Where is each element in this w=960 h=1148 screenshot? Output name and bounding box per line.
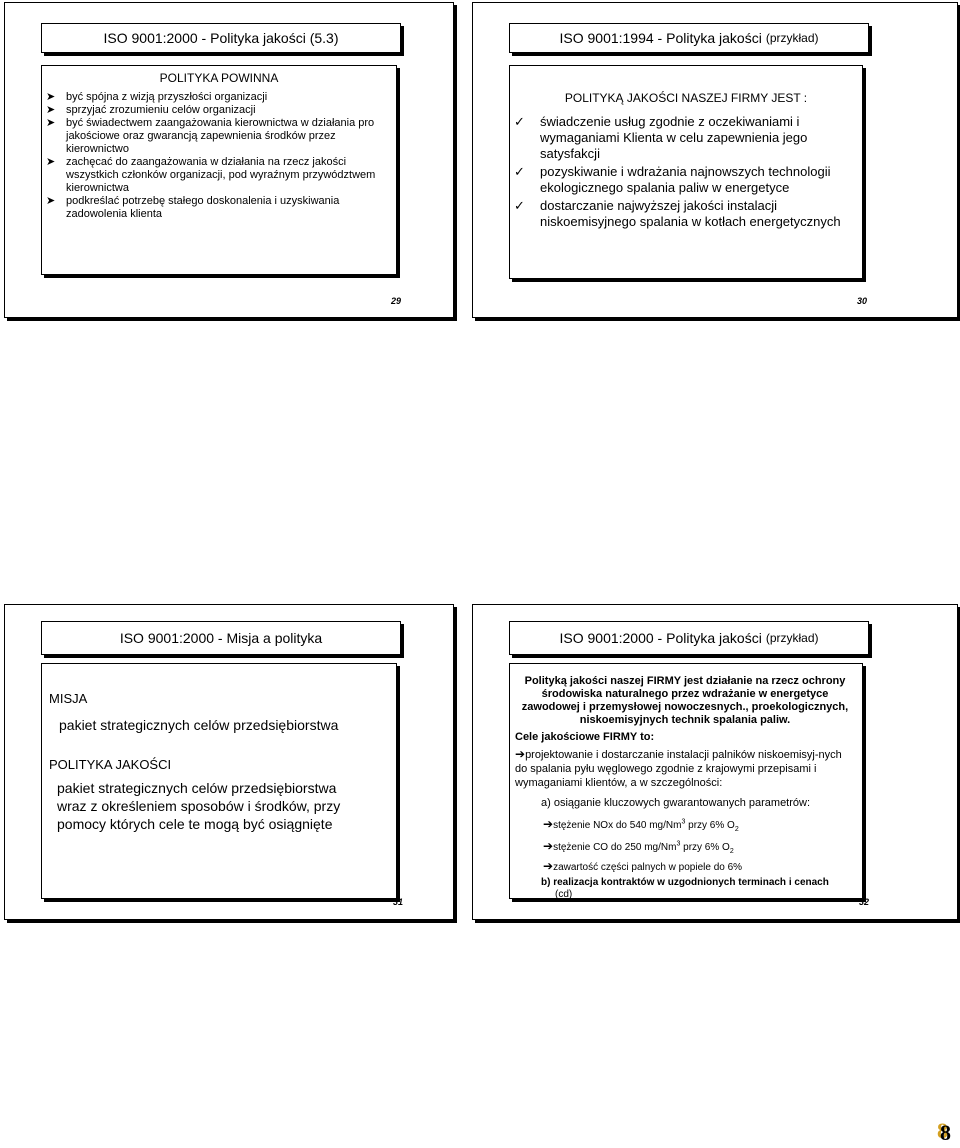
list-item: ➤ zachęcać do zaangażowania w działania na rzecz jakości wszystkich członków organizacji, pod wyraźnym przywództwem kierownictwa (46, 156, 376, 194)
slide-31-title-text: ISO 9001:2000 - Misja a polityka (119, 630, 323, 646)
double-arrow-icon: ➔ (515, 747, 526, 761)
slide-30-title (509, 23, 869, 53)
list-item: ➤ być świadectwem zaangażowania kierownictwa w działania pro jakościowe oraz gwarancją zapewnienia środków przez kierownictwo (46, 117, 375, 155)
polityka-text: pakiet strategicznych celów przedsiębiorstwa wraz z określeniem sposobów i środków, przy pomocy których cele te mogą być osiągnięte (57, 780, 341, 832)
slide-30-content (509, 65, 863, 279)
slide-29-content (41, 65, 397, 275)
polityka-label: POLITYKA JAKOŚCI (49, 757, 172, 772)
page-number: 30 (857, 296, 868, 306)
slide-29-title (41, 23, 401, 53)
checkmark-icon: ✓ (514, 164, 525, 179)
slide-32-title (509, 621, 869, 655)
slide-29-title-text: ISO 9001:2000 - Polityka jakości (5.3) (103, 30, 339, 46)
page-number: 31 (393, 897, 404, 907)
slide-30 (472, 2, 958, 318)
page-number: 29 (391, 296, 402, 306)
arrowhead-icon: ➤ (46, 104, 56, 116)
list-item: ➤ sprzyjać zrozumieniu celów organizacji (46, 104, 256, 116)
param-co: ➔stężenie CO do 250 mg/Nm$^3$ przy 6% $O_2$ (543, 839, 734, 855)
arrowhead-icon: ➤ (46, 156, 56, 168)
goal-a: a) osiąganie kluczowych gwarantowanych parametrów: (541, 797, 811, 809)
slide-30-title-small: (przykład) (765, 31, 819, 45)
goal-1: ➔projektowanie i dostarczanie instalacji palników niskoemisyj-nych do spalania pyłu węglowego zgodnie z krajowymi przepisami i wymaganiami klientów, a w szczególności: (515, 747, 842, 789)
policy-intro: Polityką jakości naszej FIRMY jest działanie na rzecz ochrony środowiska naturalnego przez wdrażanie w energetyce zawodowej i przemysłowej nowoczesnych., proekologicznych, niskoemisyjnych technik spalania paliw. (521, 675, 849, 726)
slide-31-title (41, 621, 401, 655)
slide-32-title-small: (przykład) (765, 631, 819, 645)
continued-label: (cd) (555, 889, 573, 900)
double-arrow-icon: ➔ (543, 859, 554, 873)
slide-29-heading: POLITYKA POWINNA (159, 71, 279, 85)
checkmark-icon: ✓ (514, 198, 525, 213)
slide-31 (4, 604, 454, 920)
double-arrow-icon: ➔ (543, 817, 554, 831)
corner-page-number: 8 (940, 1120, 951, 1145)
misja-label: MISJA (49, 691, 88, 706)
slide-29 (4, 2, 454, 318)
slide-32-title-text: ISO 9001:2000 - Polityka jakości (559, 630, 762, 646)
arrowhead-icon: ➤ (46, 195, 56, 207)
arrowhead-icon: ➤ (46, 117, 56, 129)
arrowhead-icon: ➤ (46, 91, 56, 103)
misja-text: pakiet strategicznych celów przedsiębiorstwa (59, 717, 339, 733)
list-item: ➤ być spójna z wizją przyszłości organizacji (46, 91, 268, 103)
param-nox: ➔stężenie NOx do 540 mg/Nm$^3$ przy 6% $O_2$ (543, 817, 739, 833)
checkmark-icon: ✓ (514, 114, 525, 129)
page-number: 32 (859, 897, 870, 907)
list-item: ✓ świadczenie usług zgodnie z oczekiwaniami i wymaganiami Klienta w celu zapewnienia jego satysfakcji (514, 114, 808, 161)
slide-30-title-text: ISO 9001:1994 - Polityka jakości (559, 30, 762, 46)
list-item: ➤ podkreślać potrzebę stałego doskonalenia i uzyskiwania zadowolenia klienta (46, 195, 340, 220)
param-ash: ➔zawartość części palnych w popiele do 6% (543, 859, 743, 873)
slide-32 (472, 604, 958, 920)
goals-label: Cele jakościowe FIRMY to: (515, 731, 655, 743)
double-arrow-icon: ➔ (543, 839, 554, 853)
list-item: ✓ pozyskiwanie i wdrażania najnowszych technologii ekologicznego spalania paliw w energetyce (514, 164, 831, 195)
slide-30-heading: POLITYKĄ JAKOŚCI NASZEJ FIRMY JEST : (564, 91, 808, 105)
goal-b: b) realizacja kontraktów w uzgodnionych terminach i cenach (541, 877, 829, 888)
list-item: ✓ dostarczanie najwyższej jakości instalacji niskoemisyjnego spalania w kotłach energetycznych (514, 198, 841, 229)
